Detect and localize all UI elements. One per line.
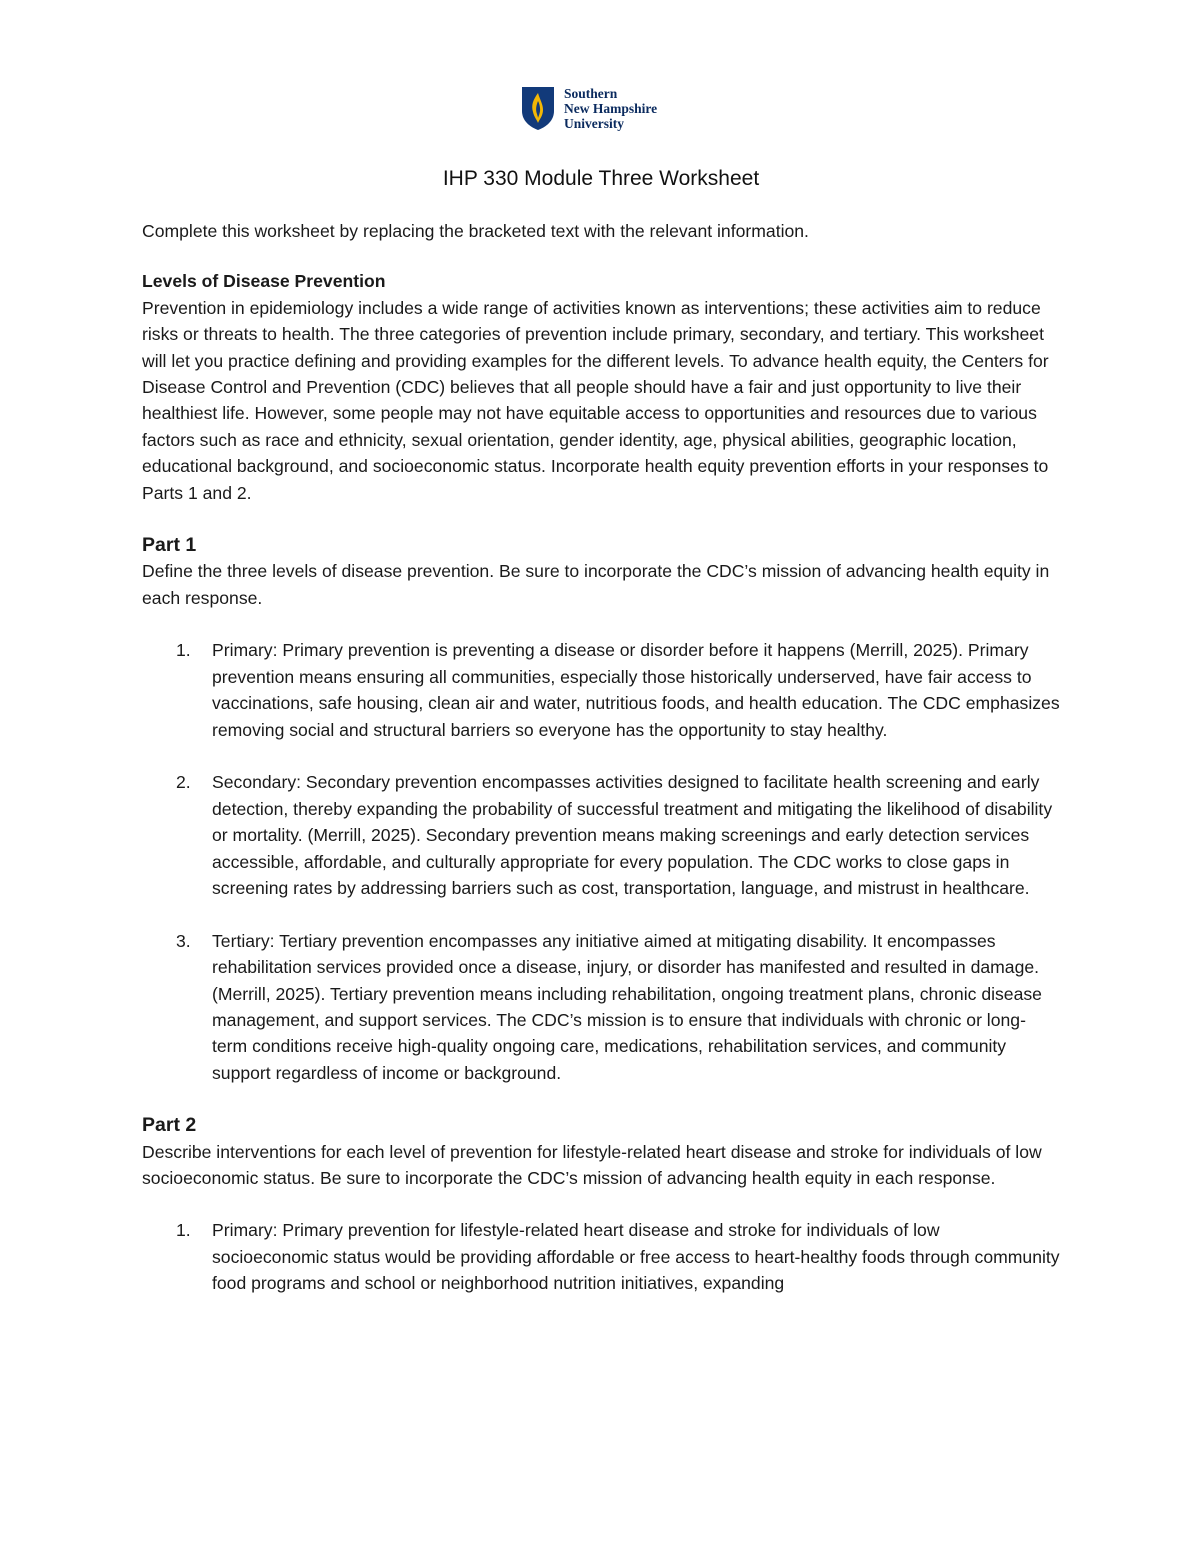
- university-name: [564, 86, 657, 131]
- part1-heading: Part 1: [142, 534, 197, 557]
- part1-prompt: Define the three levels of disease prevention. Be sure to incorporate the CDC’s mission of advancing health equity in each response.: [142, 561, 1050, 608]
- logo-line-2: New Hampshire: [564, 100, 658, 116]
- list-item-text: Tertiary: Tertiary prevention encompasses any initiative aimed at mitigating disability. It encompasses rehabilitation services provided once a disease, injury, or disorder has manifested and resulted in damage. (Merrill, 2025). Tertiary prevention means including rehabilitation, ongoing treatment plans, chronic disease management, and support services. The CDC’s mission is to ensure that individuals with chronic or long-term conditions receive high-quality ongoing care, medications, rehabilitation services, and community support regardless of income or background.: [212, 930, 1042, 1083]
- list-item-text: Primary: Primary prevention is preventing a disease or disorder before it happens (Merrill, 2025). Primary prevention means ensuring all communities, especially those historically underserved, have fair access to vaccinations, safe housing, clean air and water, nutritious foods, and health education. The CDC emphasizes removing social and structural barriers so everyone has the opportunity to stay healthy.: [212, 640, 1060, 740]
- part2-prompt: Describe interventions for each level of prevention for lifestyle-related heart disease and stroke for individuals of low socioeconomic status. Be sure to incorporate the CDC’s mission of advancing health equity in each response.: [142, 1141, 1042, 1188]
- list-item: [142, 1217, 1060, 1296]
- levels-heading: Levels of Disease Prevention: [142, 271, 386, 292]
- instruction-text: Complete this worksheet by replacing the bracketed text with the relevant information.: [142, 221, 809, 241]
- list-item-number: 1.: [176, 640, 191, 661]
- levels-body: Prevention in epidemiology includes a wide range of activities known as interventions; these activities aim to reduce risks or threats to health. The three categories of prevention include primary, secondary, and tertiary. This worksheet will let you practice defining and providing examples for the different levels. To advance health equity, the Centers for Disease Control and Prevention (CDC) believes that all people should have a fair and just opportunity to live their healthiest life. However, some people may not have equitable access to opportunities and resources due to various factors such as race and ethnicity, sexual orientation, gender identity, age, physical abilities, geographic location, educational background, and socioeconomic status. Incorporate health equity prevention efforts in your responses to Parts 1 and 2.: [142, 297, 1049, 503]
- list-item-number: 1.: [176, 1220, 191, 1241]
- flame-shield-icon: [520, 85, 556, 131]
- list-item: [142, 637, 1060, 743]
- part2-list: [142, 1217, 1060, 1296]
- list-item: [142, 769, 1060, 901]
- document-title: IHP 330 Module Three Worksheet: [442, 167, 760, 190]
- list-item-number: 3.: [176, 930, 191, 951]
- university-logo: [520, 84, 700, 132]
- list-item-text: Secondary: Secondary prevention encompasses activities designed to facilitate health screening and early detection, thereby expanding the probability of successful treatment and mitigating the likelihood of disability or mortality. (Merrill, 2025). Secondary prevention means making screenings and early detection services accessible, affordable, and culturally appropriate for every population. The CDC works to close gaps in screening rates by addressing barriers such as cost, transportation, language, and mistrust in healthcare.: [212, 772, 1053, 898]
- list-item-text: Primary: Primary prevention for lifestyle-related heart disease and stroke for individuals of low socioeconomic status would be providing affordable or free access to heart-healthy foods through community food programs and school or neighborhood nutrition initiatives, expanding: [212, 1220, 1060, 1294]
- part2-heading: Part 2: [142, 1114, 197, 1137]
- list-item: [142, 928, 1060, 1086]
- document-body: [142, 160, 1060, 1297]
- part1-list: [142, 637, 1060, 1086]
- logo-line-1: Southern: [564, 85, 618, 101]
- logo-line-3: University: [564, 115, 624, 131]
- list-item-number: 2.: [176, 772, 191, 793]
